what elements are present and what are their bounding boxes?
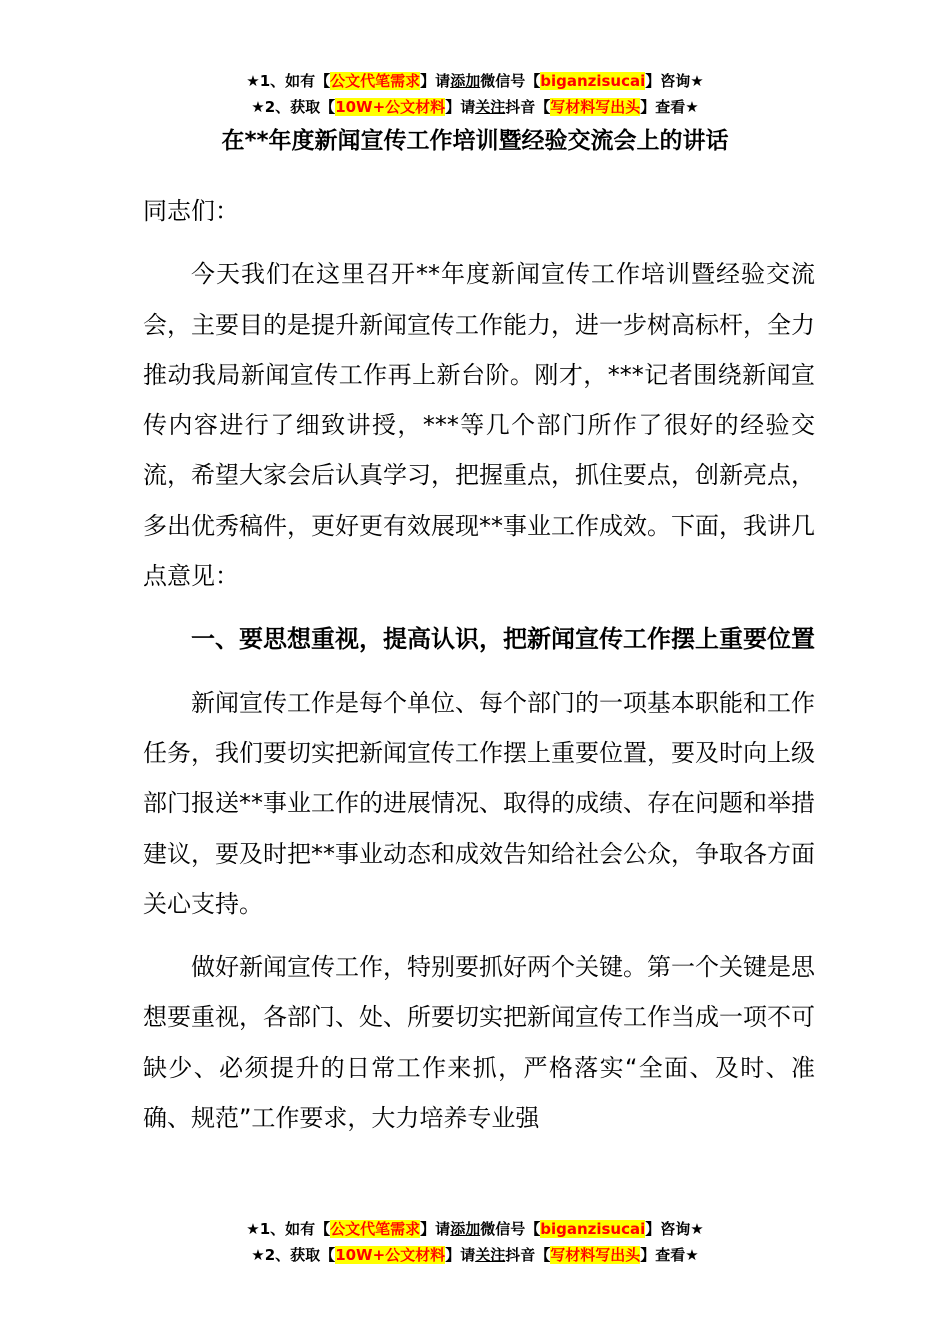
banner-text: 抖音【 xyxy=(505,98,551,116)
banner-text: 】咨询★ xyxy=(645,1220,704,1238)
banner-text: 】请 xyxy=(420,1220,451,1238)
banner-highlight: biganzisucai xyxy=(540,1220,646,1238)
salutation: 同志们： xyxy=(143,197,239,225)
banner-text: 微信号【 xyxy=(480,1220,541,1238)
banner-text: 微信号【 xyxy=(480,72,541,90)
banner-underlined-text: 关注 xyxy=(475,98,506,116)
banner-highlight: 10W+公文材料 xyxy=(335,98,446,116)
banner-text: 】咨询★ xyxy=(645,72,704,90)
banner-text: ★2、获取【 xyxy=(251,98,336,116)
banner-underlined-text: 添加 xyxy=(450,72,481,90)
header-banner xyxy=(0,68,950,120)
banner-text: ★2、获取【 xyxy=(251,1246,336,1264)
banner-highlight: 公文代笔需求 xyxy=(330,72,421,90)
header-banner-line-2 xyxy=(0,94,950,120)
paragraph-section1-1: 新闻宣传工作是每个单位、每个部门的一项基本职能和工作任务，我们要切实把新闻宣传工作摆上重要位置，要及时向上级部门报送**事业工作的进展情况、取得的成绩、存在问题和举措建议，要及时把**事业动态和成效告知给社会公众，争取各方面关心支持。 xyxy=(143,688,815,918)
banner-highlight: biganzisucai xyxy=(540,72,646,90)
banner-text: ★1、如有【 xyxy=(246,1220,331,1238)
section-heading-1: 一、要思想重视，提高认识，把新闻宣传工作摆上重要位置 xyxy=(191,625,815,654)
banner-text: 】请 xyxy=(420,72,451,90)
paragraph-section1-2: 做好新闻宣传工作，特别要抓好两个关键。第一个关键是思想要重视，各部门、处、所要切实把新闻宣传工作当成一项不可缺少、必须提升的日常工作来抓，严格落实“全面、及时、准确、规范”工作要求，大力培养专业强 xyxy=(143,953,815,1133)
banner-underlined-text: 关注 xyxy=(475,1246,506,1264)
banner-text: 】查看★ xyxy=(640,1246,699,1264)
banner-highlight: 写材料写出头 xyxy=(550,98,641,116)
banner-text: 】查看★ xyxy=(640,98,699,116)
banner-text: 】请 xyxy=(445,1246,476,1264)
document-body xyxy=(143,186,815,1156)
banner-underlined-text: 添加 xyxy=(450,1220,481,1238)
footer-banner-line-1 xyxy=(0,1216,950,1242)
document-title: 在**年度新闻宣传工作培训暨经验交流会上的讲话 xyxy=(221,128,729,154)
footer-banner-line-2 xyxy=(0,1242,950,1268)
footer-banner xyxy=(0,1216,950,1268)
banner-text: 抖音【 xyxy=(505,1246,551,1264)
banner-highlight: 写材料写出头 xyxy=(550,1246,641,1264)
banner-highlight: 10W+公文材料 xyxy=(335,1246,446,1264)
paragraph-intro: 今天我们在这里召开**年度新闻宣传工作培训暨经验交流会，主要目的是提升新闻宣传工作能力，进一步树高标杆，全力推动我局新闻宣传工作再上新台阶。刚才，***记者围绕新闻宣传内容进行了细致讲授，***等几个部门所作了很好的经验交流，希望大家会后认真学习，把握重点，抓住要点，创新亮点，多出优秀稿件，更好更有效展现**事业工作成效。下面，我讲几点意见： xyxy=(143,260,815,591)
banner-highlight: 公文代笔需求 xyxy=(330,1220,421,1238)
banner-text: ★1、如有【 xyxy=(246,72,331,90)
banner-text: 】请 xyxy=(445,98,476,116)
header-banner-line-1 xyxy=(0,68,950,94)
